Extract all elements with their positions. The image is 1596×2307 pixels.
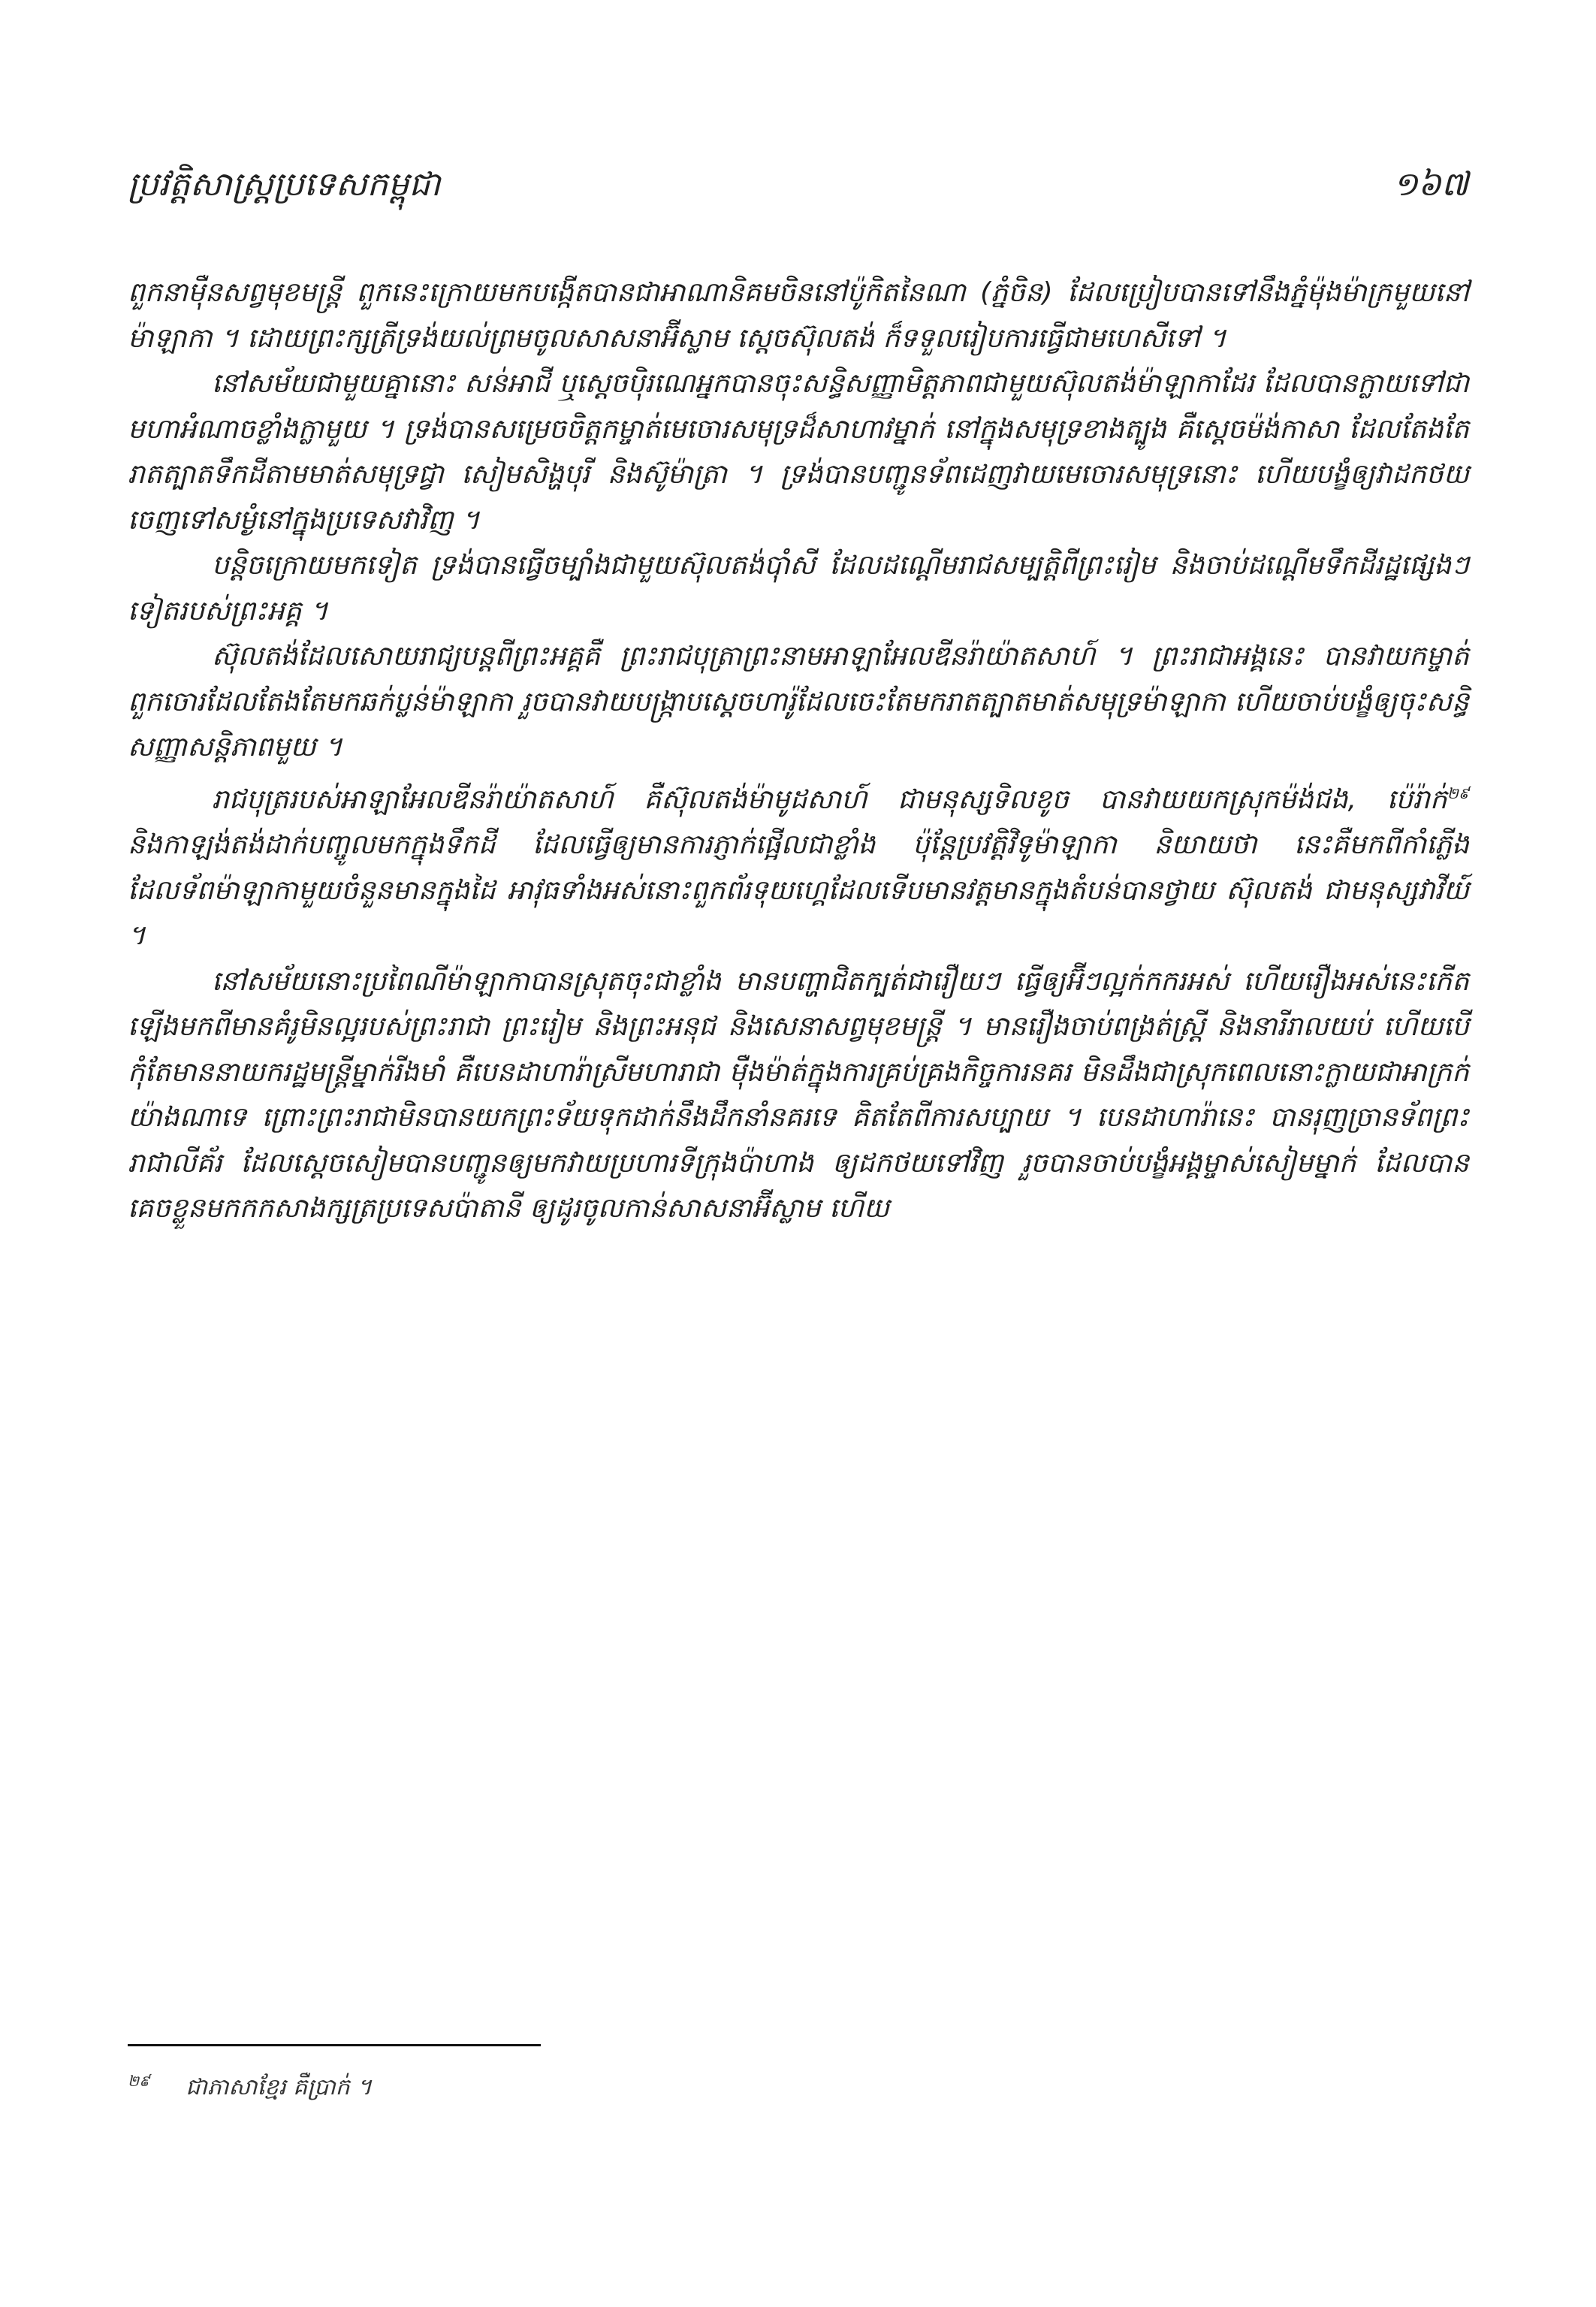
paragraph: ពួកនាម៉ឺនសព្វមុខមន្ត្រី ពួកនេះក្រោយមកបង្កើតបានជាអាណានិគមចិននៅប៉ូកិតនៃណា (ភ្នំចិន) ដែលប្រៀបបានទៅនឹងភ្នំម៉ុងម៉ាក្រមួយនៅម៉ាឡាកា ។ ដោយព្រះក្សត្រីទ្រង់យល់ព្រមចូលសាសនាអ៊ីស្លាម ស្តេចស៊ុលតង់ ក៏ទទួលរៀបការធ្វើជាមហេសីទៅ ។ — [128, 277, 1469, 354]
paragraph — [128, 771, 1469, 959]
paragraph: បន្តិចក្រោយមកទៀត ទ្រង់បានធ្វើចម្បាំងជាមួយស៊ុលតង់ប៉ាំសី ដែលដណ្តើមរាជសម្បត្តិពីព្រះរៀម និងចាប់ដណ្តើមទឹកដីរដ្ឋផ្សេងៗទៀតរបស់ព្រះអគ្គ ។ — [128, 550, 1469, 627]
running-title: ប្រវត្តិសាស្ត្រប្រទេសកម្ពុជា — [128, 165, 441, 204]
paragraph: នៅសម័យជាមួយគ្នានោះ សន់អាជី ឬស្តេចប៉ិរណេអ្នកបានចុះសន្ធិសញ្ញាមិត្តភាពជាមួយស៊ុលតង់ម៉ាឡាកាដែរ ដែលបានក្លាយទៅជាមហាអំណាចខ្លាំងក្លាមួយ ។ ទ្រង់បានសម្រេចចិត្តកម្ចាត់មេចោរសមុទ្រដ៏សាហាវម្នាក់ នៅក្នុងសមុទ្រខាងត្បូង គឺស្តេចម៉ង់កាសា ដែលតែងតែរាតត្បាតទឹកដីតាមមាត់សមុទ្រជ្វា សៀមសិង្ហបុរី និងស៊ូម៉ាត្រា ។ ទ្រង់បានបញ្ជូនទ័ពដេញវាយមេចោរសមុទ្រនោះ ហើយបង្ខំឲ្យវាដកថយចេញទៅសម្ងំនៅក្នុងប្រទេសវាវិញ ។ — [128, 368, 1469, 536]
footnote-number: ២៩ — [128, 2072, 150, 2090]
page-number: ១៦៧ — [1392, 165, 1468, 204]
footnote-divider — [128, 2044, 541, 2046]
paragraph-text: រាជបុត្ររបស់អាឡាអែលឌីនរ៉ាយ៉ាតសាហ៍ គឺស៊ុលតង់ម៉ាមូដសាហ៍ ជាមនុស្សទិលខូច បានវាយយកស្រុកម៉ង់ជង, ប៉េរ៉ាក់ — [212, 784, 1447, 815]
paragraph-text-continued: និងកាឡង់តង់ដាក់បញ្ចូលមកក្នុងទឹកដី ដែលធ្វើឲ្យមានការភ្ញាក់ផ្អើលជាខ្លាំង ប៉ុន្តែប្រវត្តិវិទូម៉ាឡាកា និយាយថា នេះគឺមកពីកាំភ្លើងដែលទ័ពម៉ាឡាកាមួយចំនួនមានក្នុងដៃ អាវុធទាំងអស់នោះពួកព័រទុយហ្គេដែលទើបមានវត្តមានក្នុងតំបន់បានថ្វាយ ស៊ុលតង់ ជាមនុស្សវាវីយ៍ ។ — [128, 829, 1469, 951]
footnote-reference[interactable]: ២៩ — [1447, 784, 1469, 802]
paragraph: ស៊ុលតង់ដែលសោយរាជ្យបន្តពីព្រះអគ្គគឺ ព្រះរាជបុត្រាព្រះនាមអាឡាអែលឌីនរ៉ាយ៉ាតសាហ៍ ។ ព្រះរាជាអង្គនេះ បានវាយកម្ចាត់ពួកចោរដែលតែងតែមកឆក់ប្លន់ម៉ាឡាកា រួចបានវាយបង្ក្រាបស្តេចហារ៉ូដែលចេះតែមករាតត្បាតមាត់សមុទ្រម៉ាឡាកា ហើយចាប់បង្ខំឲ្យចុះសន្ធិសញ្ញាសន្តិភាពមួយ ។ — [128, 641, 1469, 762]
body-text — [128, 270, 1469, 1232]
footnote-text: ជាភាសាខ្មែរ គឺប្រាក់ ។ — [186, 2074, 373, 2100]
paragraph: នៅសម័យនោះប្រពៃណីម៉ាឡាកាបានស្រុតចុះជាខ្លាំង មានបញ្ហាជិតក្បត់ជារឿយៗ ធ្វើឲ្យអ៊ីៗល្អក់កករអស់ ហើយរឿងអស់នេះកើតឡើងមកពីមានគំរូមិនល្អរបស់ព្រះរាជា ព្រះរៀម និងព្រះអនុជ និងសេនាសព្វមុខមន្ត្រី ។ មានរឿងចាប់ពង្រត់ស្ត្រី និងនារីរាលយប់ ហើយបើកុំតែមាននាយករដ្ឋមន្ត្រីម្នាក់រីងមាំ គឺបេនដាហារ៉ាស្រីមហារាជា ម៉ឺងម៉ាត់ក្នុងការគ្រប់គ្រងកិច្ចការនគរ មិនដឹងជាស្រុកពេលនោះក្លាយជាអាក្រក់យ៉ាងណាទេ ព្រោះព្រះរាជាមិនបានយកព្រះទ័យទុកដាក់នឹងដឹកនាំនគរទេ គិតតែពីការសប្បាយ ។ បេនដាហារ៉ានេះ បានរុញច្រានទ័ពព្រះរាជាលីគ័រ ដែលស្តេចសៀមបានបញ្ជូនឲ្យមកវាយប្រហារទីក្រុងប៉ាហាង ឲ្យដកថយទៅវិញ រួចបានចាប់បង្ខំអង្គម្ចាស់សៀមម្នាក់ ដែលបានគេចខ្លួនមកកកសាងក្សត្រប្រទេសប៉ាតានី ឲ្យដូរចូលកាន់សាសនាអ៊ីស្លាម ហើយ — [128, 965, 1469, 1224]
footnote — [128, 2071, 372, 2106]
